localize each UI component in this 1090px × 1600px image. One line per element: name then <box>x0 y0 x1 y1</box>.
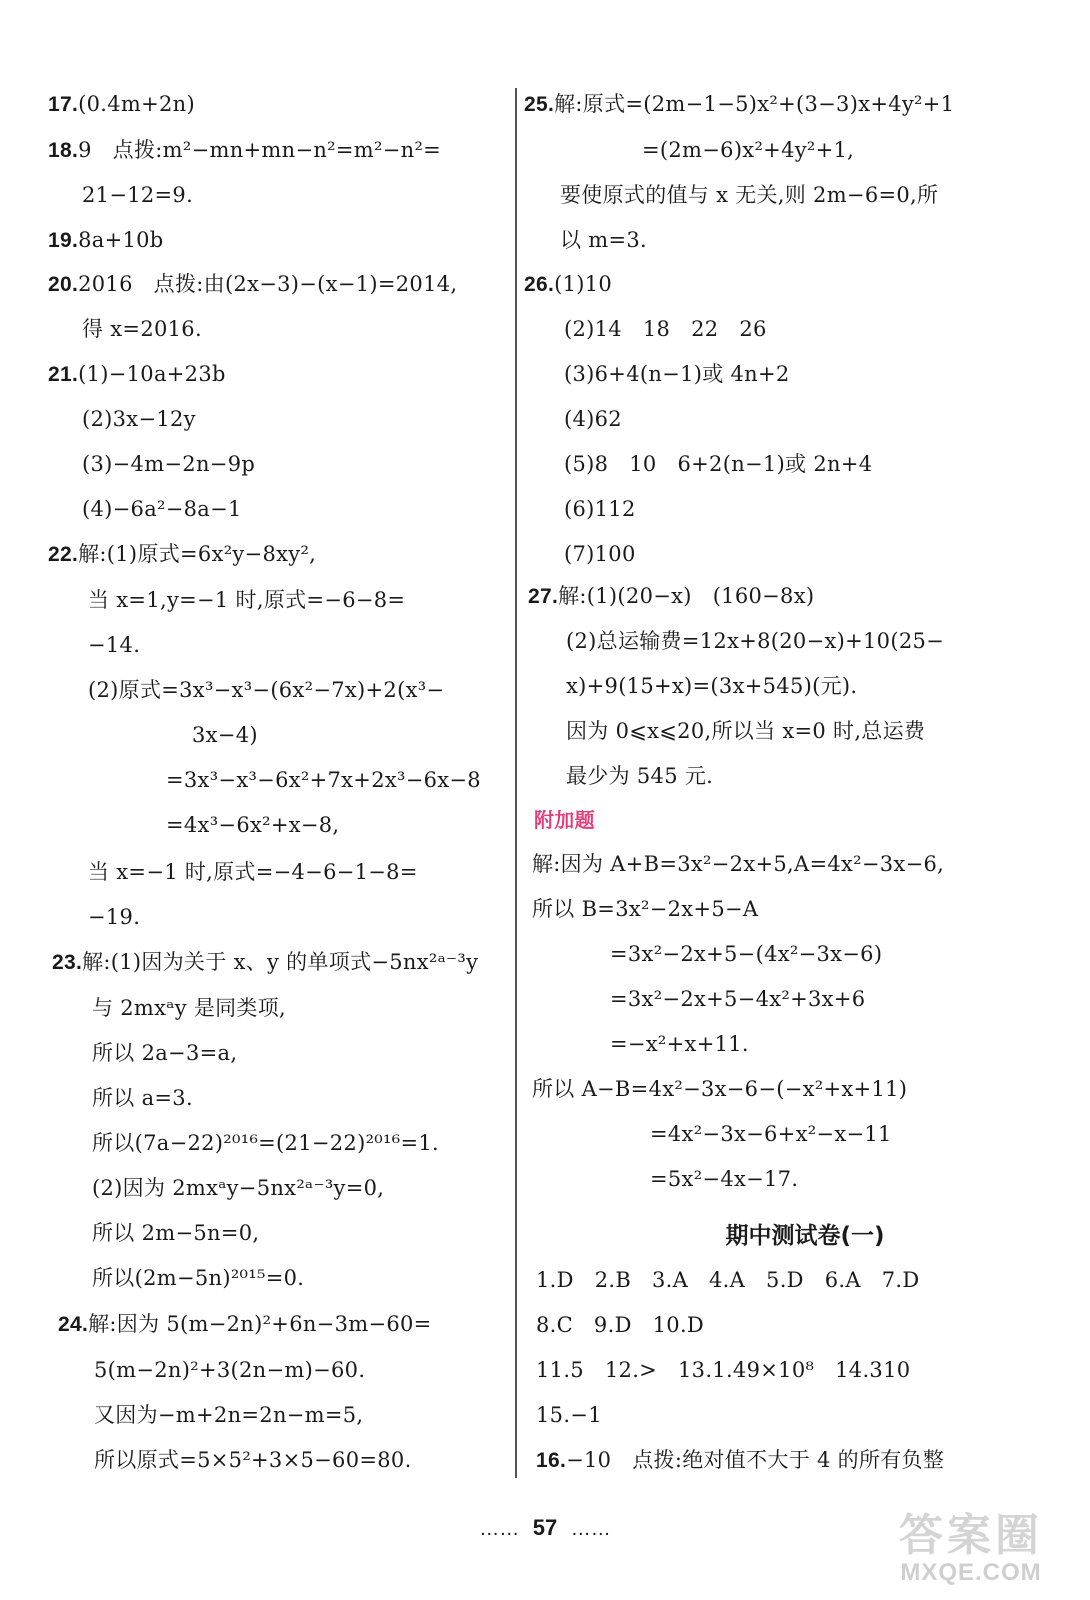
watermark-top: 答案圈 <box>899 1511 1043 1560</box>
answer-21-3: (3)−4m−2n−9p <box>82 452 256 476</box>
answer-16: 16.−10 点拨:绝对值不大于 4 的所有负整 <box>536 1448 945 1472</box>
choice-answers-row1: 1.D 2.B 3.A 4.A 5.D 6.A 7.D <box>536 1268 920 1292</box>
answer-26-line: (3)6+4(n−1)或 4n+2 <box>564 362 790 386</box>
answer-27-line: 最少为 545 元. <box>566 764 714 788</box>
answer-20-cont: 得 x=2016. <box>82 317 202 341</box>
answer-27-line: x)+9(15+x)=(3x+545)(元). <box>566 674 858 698</box>
answer-22-line: 当 x=−1 时,原式=−4−6−1−8= <box>88 860 418 884</box>
answer-26: 26.(1)10 <box>524 272 613 296</box>
answer-22: 22.解:(1)原式=6x²y−8xy², <box>48 542 317 566</box>
answer-26-line: (4)62 <box>564 407 622 431</box>
answer-23-line: 与 2mxᵃy 是同类项, <box>92 996 287 1020</box>
answer-22-line: 3x−4) <box>192 723 258 747</box>
answer-24-line: 所以原式=5×5²+3×5−60=80. <box>94 1448 412 1472</box>
answer-27-line: 因为 0⩽x⩽20,所以当 x=0 时,总运费 <box>566 719 926 743</box>
footer-dots-left: …… <box>479 1518 520 1540</box>
watermark-logo <box>866 1512 1076 1592</box>
answer-23-line: 所以 2m−5n=0, <box>92 1221 260 1245</box>
bonus-line: =4x²−3x−6+x²−x−11 <box>650 1122 892 1146</box>
page-number: 57 <box>532 1515 558 1540</box>
answer-25: 25.解:原式=(2m−1−5)x²+(3−3)x+4y²+1 <box>524 92 955 116</box>
answer-19: 19.8a+10b <box>48 228 164 252</box>
answer-23-line: 所以(7a−22)²⁰¹⁶=(21−22)²⁰¹⁶=1. <box>92 1131 439 1155</box>
answer-23-line: 所以 2a−3=a, <box>92 1041 238 1065</box>
answer-22-line: =4x³−6x²+x−8, <box>166 813 340 837</box>
answer-24-line: 5(m−2n)²+3(2n−m)−60. <box>94 1358 366 1382</box>
bonus-line: =3x²−2x+5−(4x²−3x−6) <box>610 942 883 966</box>
answer-27: 27.解:(1)(20−x) (160−8x) <box>528 584 815 608</box>
answer-25-line: 以 m=3. <box>560 228 648 252</box>
bonus-line: 所以 B=3x²−2x+5−A <box>532 897 759 921</box>
choice-answers-row2: 8.C 9.D 10.D <box>536 1313 705 1337</box>
answer-22-line: =3x³−x³−6x²+7x+2x³−6x−8 <box>166 768 481 792</box>
answer-18-cont: 21−12=9. <box>82 183 194 207</box>
bonus-heading: 附加题 <box>534 810 595 832</box>
bonus-line: =5x²−4x−17. <box>650 1167 799 1191</box>
answer-25-line: =(2m−6)x²+4y²+1, <box>642 138 855 162</box>
answer-21: 21.(1)−10a+23b <box>48 362 226 386</box>
answer-24-line: 又因为−m+2n=2n−m=5, <box>94 1403 364 1427</box>
answer-20: 20.2016 点拨:由(2x−3)−(x−1)=2014, <box>48 272 458 296</box>
bonus-line: 所以 A−B=4x²−3x−6−(−x²+x+11) <box>532 1077 908 1101</box>
answer-18: 18.9 点拨:m²−mn+mn−n²=m²−n²= <box>48 138 442 162</box>
answer-21-2: (2)3x−12y <box>82 407 196 431</box>
bonus-line: =−x²+x+11. <box>610 1032 749 1056</box>
answer-26-line: (7)100 <box>564 542 636 566</box>
answer-24: 24.解:因为 5(m−2n)²+6n−3m−60= <box>58 1312 432 1336</box>
fill-answers-row: 11.5 12.> 13.1.49×10⁸ 14.310 <box>536 1358 911 1382</box>
answer-22-line: −19. <box>88 905 141 929</box>
section-title: 期中测试卷(一) <box>725 1223 885 1249</box>
answer-23-line: (2)因为 2mxᵃy−5nx²ᵃ⁻³y=0, <box>92 1176 385 1200</box>
answer-15: 15.−1 <box>536 1403 602 1427</box>
answer-23-line: 所以(2m−5n)²⁰¹⁵=0. <box>92 1266 305 1290</box>
column-divider <box>515 88 517 1478</box>
bonus-line: =3x²−2x+5−4x²+3x+6 <box>610 987 866 1011</box>
answer-26-line: (6)112 <box>564 497 636 521</box>
answer-21-4: (4)−6a²−8a−1 <box>82 497 242 521</box>
answer-22-line: 当 x=1,y=−1 时,原式=−6−8= <box>88 588 406 612</box>
answer-23-line: 所以 a=3. <box>92 1086 193 1110</box>
answer-17: 17.(0.4m+2n) <box>48 92 195 116</box>
footer-dots-right: …… <box>570 1518 611 1540</box>
answer-22-line: −14. <box>88 633 141 657</box>
bonus-line: 解:因为 A+B=3x²−2x+5,A=4x²−3x−6, <box>532 852 945 876</box>
answer-27-line: (2)总运输费=12x+8(20−x)+10(25− <box>566 629 945 653</box>
answer-22-line: (2)原式=3x³−x³−(6x²−7x)+2(x³− <box>88 678 445 702</box>
answer-26-line: (2)14 18 22 26 <box>564 317 767 341</box>
answer-23: 23.解:(1)因为关于 x、y 的单项式−5nx²ᵃ⁻³y <box>52 950 479 974</box>
watermark-bottom: MXQE.COM <box>900 1559 1042 1586</box>
answer-26-line: (5)8 10 6+2(n−1)或 2n+4 <box>564 452 873 476</box>
answer-25-line: 要使原式的值与 x 无关,则 2m−6=0,所 <box>560 183 939 207</box>
